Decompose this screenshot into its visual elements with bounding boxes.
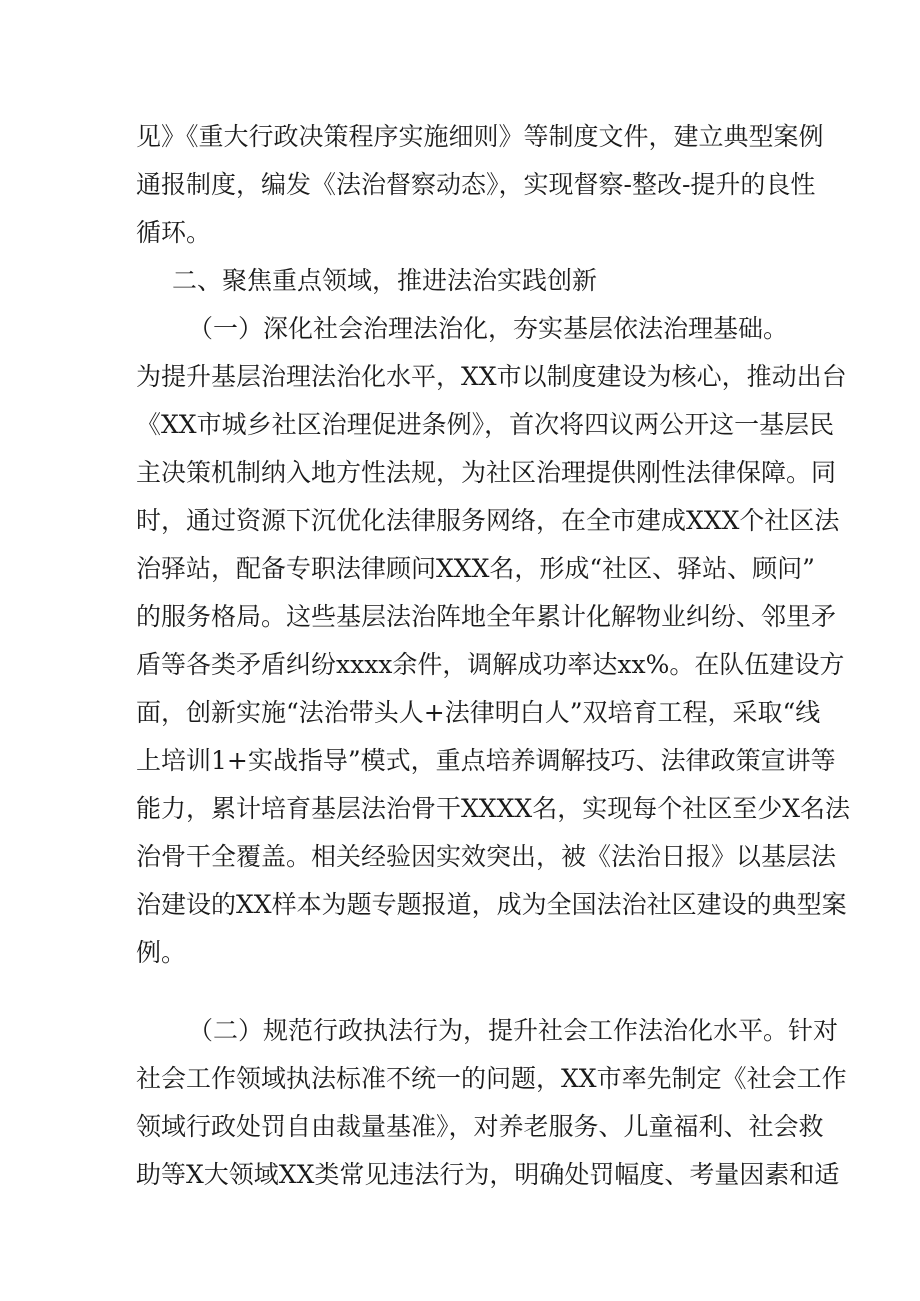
paragraph-line: 为提升基层治理法治化水平，XX市以制度建设为核心，推动出台 bbox=[136, 362, 847, 391]
paragraph-line: 循环。 bbox=[136, 218, 212, 247]
paragraph-line: 能力，累计培育基层法治骨干XXXX名，实现每个社区至少X名法 bbox=[136, 794, 850, 823]
paragraph-line: 面，创新实施“法治带头人+法律明白人”双培育工程，采取“线 bbox=[136, 698, 821, 727]
subsection-heading: （二）规范行政执法行为，提升社会工作法治化水平。针对 bbox=[188, 1016, 839, 1045]
paragraph-line: 领域行政处罚自由裁量基准》，对养老服务、儿童福利、社会救 bbox=[136, 1112, 824, 1141]
paragraph-line: 治骨干全覆盖。相关经验因实效突出，被《法治日报》以基层法 bbox=[136, 842, 837, 871]
paragraph-line: 主决策机制纳入地方性法规，为社区治理提供刚性法律保障。同 bbox=[136, 458, 837, 487]
paragraph-line: 上培训1+实战指导”模式，重点培养调解技巧、法律政策宣讲等 bbox=[136, 746, 836, 775]
paragraph-line: 盾等各类矛盾纠纷xxxx余件，调解成功率达xx%。在队伍建设方 bbox=[136, 650, 845, 679]
subsection-heading: （一）深化社会治理法治化，夯实基层依法治理基础。 bbox=[188, 314, 789, 343]
paragraph-line: 《XX市城乡社区治理促进条例》，首次将四议两公开这一基层民 bbox=[136, 410, 835, 439]
section-heading: 二、聚焦重点领域，推进法治实践创新 bbox=[172, 266, 598, 295]
paragraph-line: 治驿站，配备专职法律顾问XXX名，形成“社区、驿站、顾问” bbox=[136, 554, 815, 583]
paragraph-line: 时，通过资源下沉优化法律服务网络，在全市建成XXX个社区法 bbox=[136, 506, 840, 535]
paragraph-line: 助等X大领域XX类常见违法行为，明确处罚幅度、考量因素和适 bbox=[136, 1160, 840, 1189]
paragraph-line: 的服务格局。这些基层法治阵地全年累计化解物业纠纷、邻里矛 bbox=[136, 602, 837, 631]
paragraph-line: 社会工作领域执法标准不统一的问题，XX市率先制定《社会工作 bbox=[136, 1064, 847, 1093]
paragraph-line: 例。 bbox=[136, 938, 187, 967]
paragraph-line: 治建设的XX样本为题专题报道，成为全国法治社区建设的典型案 bbox=[136, 890, 847, 919]
paragraph-line: 通报制度，编发《法治督察动态》，实现督察-整改-提升的良性 bbox=[136, 170, 816, 199]
paragraph-line: 见》《重大行政决策程序实施细则》等制度文件，建立典型案例 bbox=[136, 122, 824, 151]
